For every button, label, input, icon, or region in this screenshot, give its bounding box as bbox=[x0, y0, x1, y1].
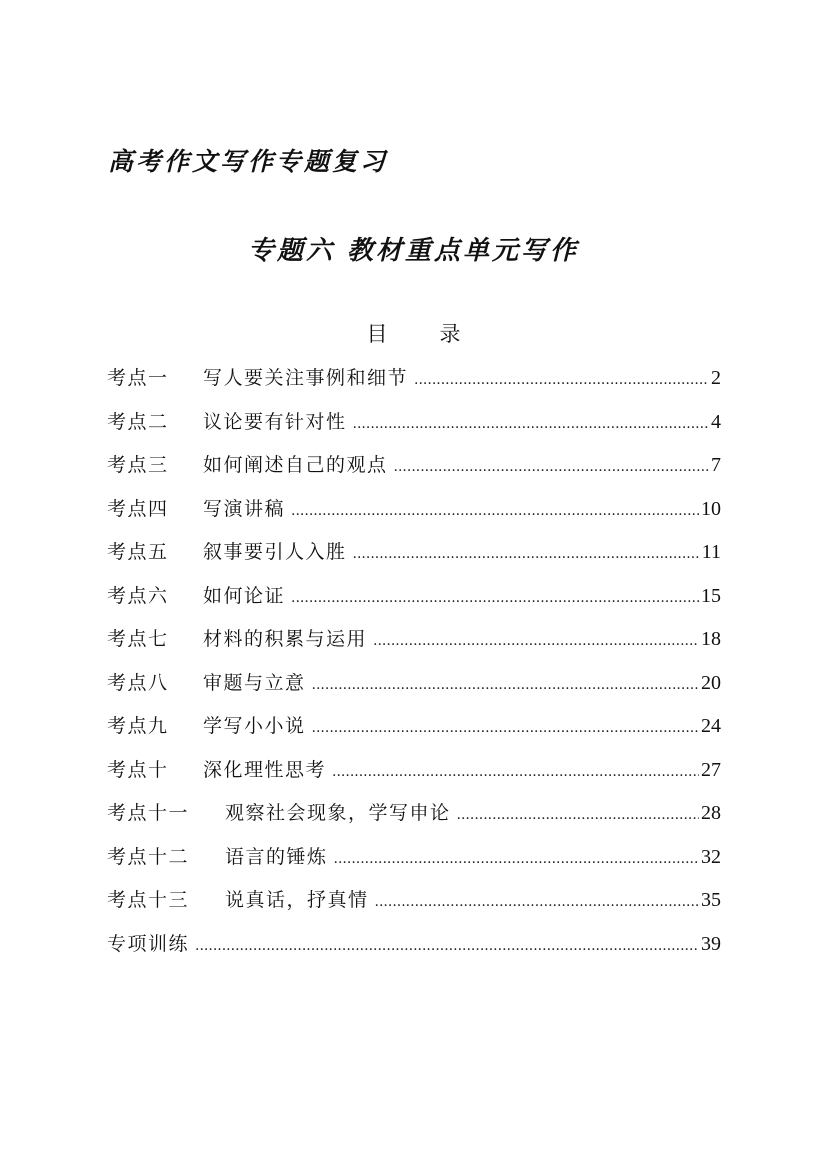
toc-entry[interactable] bbox=[107, 926, 721, 970]
chapter-subtitle: 专题六 教材重点单元写作 bbox=[247, 236, 580, 266]
toc-leader-dots bbox=[394, 449, 709, 485]
table-of-contents bbox=[107, 360, 721, 969]
toc-entry[interactable] bbox=[107, 795, 721, 839]
toc-entry-page: 27 bbox=[701, 758, 721, 781]
toc-leader-dots bbox=[195, 928, 699, 964]
toc-leader-dots bbox=[375, 884, 699, 920]
toc-entry-page: 24 bbox=[701, 715, 721, 737]
toc-entry-page: 4 bbox=[711, 410, 721, 433]
toc-leader-dots bbox=[332, 754, 699, 790]
toc-entry-title: 写人要关注事例和细节 bbox=[203, 367, 409, 389]
toc-entry-label: 考点八 bbox=[107, 671, 169, 694]
toc-entry[interactable] bbox=[107, 491, 721, 535]
toc-entry-title: 语言的锤炼 bbox=[225, 845, 328, 868]
toc-entry-label: 考点十一 bbox=[107, 802, 190, 824]
toc-entry-label: 考点四 bbox=[107, 497, 169, 520]
toc-entry-page: 11 bbox=[701, 541, 721, 563]
toc-entry-label: 考点三 bbox=[107, 454, 169, 476]
toc-leader-dots bbox=[334, 841, 699, 877]
toc-entry[interactable] bbox=[107, 404, 721, 448]
toc-entry[interactable] bbox=[107, 708, 721, 752]
toc-entry-label: 考点十二 bbox=[107, 845, 190, 868]
toc-entry-title: 学写小小说 bbox=[203, 715, 306, 737]
toc-entry-page: 20 bbox=[701, 671, 721, 694]
toc-entry-label: 考点二 bbox=[107, 410, 169, 433]
toc-entry[interactable] bbox=[107, 882, 721, 926]
toc-leader-dots bbox=[457, 797, 699, 833]
toc-entry-label: 考点十三 bbox=[107, 889, 190, 911]
toc-entry[interactable] bbox=[107, 534, 721, 578]
toc-entry[interactable] bbox=[107, 578, 721, 622]
toc-entry-label: 考点九 bbox=[107, 715, 169, 737]
toc-entry-title: 叙事要引人入胜 bbox=[203, 541, 347, 563]
toc-heading-right: 录 bbox=[439, 322, 461, 346]
toc-entry-title: 深化理性思考 bbox=[203, 758, 327, 781]
toc-leader-dots bbox=[312, 667, 699, 703]
toc-entry-label: 专项训练 bbox=[107, 932, 190, 955]
toc-entry[interactable] bbox=[107, 752, 721, 796]
toc-entry-title: 审题与立意 bbox=[203, 671, 306, 694]
toc-entry-title: 如何论证 bbox=[203, 584, 286, 607]
toc-entry[interactable] bbox=[107, 621, 721, 665]
toc-entry-title: 如何阐述自己的观点 bbox=[203, 454, 388, 476]
toc-entry-label: 考点十 bbox=[107, 758, 169, 781]
toc-entry-page: 10 bbox=[701, 497, 721, 520]
toc-leader-dots bbox=[414, 362, 709, 398]
toc-entry-page: 28 bbox=[701, 802, 721, 824]
toc-leader-dots bbox=[353, 406, 709, 442]
toc-entry-label: 考点一 bbox=[107, 367, 169, 389]
toc-entry[interactable] bbox=[107, 665, 721, 709]
toc-entry-title: 写演讲稿 bbox=[203, 497, 286, 520]
toc-leader-dots bbox=[291, 580, 699, 616]
toc-entry-page: 2 bbox=[711, 367, 721, 389]
toc-entry-page: 18 bbox=[701, 628, 721, 650]
toc-leader-dots bbox=[353, 536, 700, 572]
toc-entry[interactable] bbox=[107, 360, 721, 404]
document-title: 高考作文写作专题复习 bbox=[108, 147, 389, 176]
toc-entry[interactable] bbox=[107, 839, 721, 883]
toc-entry-title: 观察社会现象，学写申论 bbox=[225, 802, 451, 824]
toc-heading-left: 目 bbox=[366, 322, 388, 346]
toc-entry-label: 考点七 bbox=[107, 628, 169, 650]
toc-entry-page: 32 bbox=[701, 845, 721, 868]
toc-heading bbox=[0, 318, 827, 348]
toc-leader-dots bbox=[373, 623, 699, 659]
toc-entry-label: 考点六 bbox=[107, 584, 169, 607]
toc-entry-title: 说真话，抒真情 bbox=[225, 889, 369, 911]
toc-entry-page: 35 bbox=[701, 889, 721, 911]
toc-entry-title: 材料的积累与运用 bbox=[203, 628, 368, 650]
toc-entry-title: 议论要有针对性 bbox=[203, 410, 347, 433]
toc-entry-page: 7 bbox=[711, 454, 721, 476]
toc-entry-page: 39 bbox=[701, 932, 721, 955]
toc-entry-label: 考点五 bbox=[107, 541, 169, 563]
toc-entry-page: 15 bbox=[701, 584, 721, 607]
toc-leader-dots bbox=[312, 710, 699, 746]
toc-leader-dots bbox=[291, 493, 699, 529]
toc-entry[interactable] bbox=[107, 447, 721, 491]
